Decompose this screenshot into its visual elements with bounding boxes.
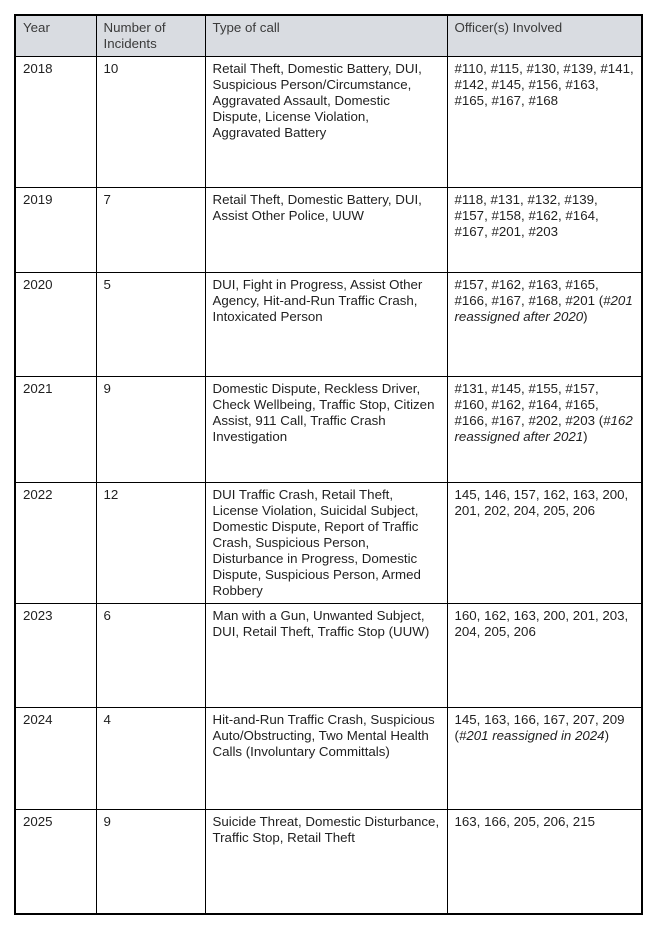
year-cell: 2025	[15, 810, 96, 914]
table-row-2018	[15, 57, 642, 188]
call-types-cell: Retail Theft, Domestic Battery, DUI, Suspicious Person/Circumstance, Aggravated Assault, Domestic Dispute, License Violation, Aggravated Battery	[205, 57, 447, 188]
incidents-cell: 9	[96, 810, 205, 914]
officers-cell	[447, 810, 642, 914]
call-types-cell: Domestic Dispute, Reckless Driver, Check Wellbeing, Traffic Stop, Citizen Assist, 911 Call, Traffic Crash Investigation	[205, 377, 447, 483]
officers-list: 160, 162, 163, 200, 201, 203, 204, 205, 206	[454, 608, 629, 639]
officers-cell	[447, 57, 642, 188]
year-cell: 2020	[15, 273, 96, 377]
call-types-cell: Hit-and-Run Traffic Crash, Suspicious Auto/Obstructing, Two Mental Health Calls (Involuntary Committals)	[205, 708, 447, 810]
officers-list: 145, 163, 166, 167, 207, 209	[454, 712, 625, 727]
officer-note-text: #162 reassigned after 2021	[454, 413, 633, 444]
officers-cell	[447, 273, 642, 377]
table-row-2020	[15, 273, 642, 377]
table-row-2021	[15, 377, 642, 483]
officer-note: (#162 reassigned after 2021)	[454, 413, 633, 444]
officers-list: 163, 166, 205, 206, 215	[454, 814, 595, 829]
year-cell: 2019	[15, 188, 96, 273]
col-header-year: Year	[15, 15, 96, 57]
col-header-call-type: Type of call	[205, 15, 447, 57]
officers-cell	[447, 377, 642, 483]
table-row-2019	[15, 188, 642, 273]
incidents-cell: 6	[96, 604, 205, 708]
officer-note: (#201 reassigned after 2020)	[454, 293, 633, 324]
call-types-cell: Man with a Gun, Unwanted Subject, DUI, Retail Theft, Traffic Stop (UUW)	[205, 604, 447, 708]
year-cell: 2021	[15, 377, 96, 483]
officer-note: (#201 reassigned in 2024)	[454, 728, 610, 743]
incidents-cell: 10	[96, 57, 205, 188]
document-page	[0, 14, 655, 931]
table-row-2024	[15, 708, 642, 810]
officers-list: #131, #145, #155, #157, #160, #162, #164, #165, #166, #167, #202, #203	[454, 381, 599, 428]
header-row	[15, 15, 642, 57]
officers-list: #157, #162, #163, #165, #166, #167, #168, #201	[454, 277, 599, 308]
table-row-2025	[15, 810, 642, 914]
incidents-cell: 12	[96, 483, 205, 604]
call-types-cell: DUI, Fight in Progress, Assist Other Agency, Hit-and-Run Traffic Crash, Intoxicated Person	[205, 273, 447, 377]
incidents-cell: 7	[96, 188, 205, 273]
incidents-cell: 9	[96, 377, 205, 483]
call-types-cell: Suicide Threat, Domestic Disturbance, Traffic Stop, Retail Theft	[205, 810, 447, 914]
officer-note-text: #201 reassigned after 2020	[454, 293, 633, 324]
call-types-cell: Retail Theft, Domestic Battery, DUI, Assist Other Police, UUW	[205, 188, 447, 273]
col-header-incidents: Number of Incidents	[96, 15, 205, 57]
incidents-table	[14, 14, 643, 915]
table-row-2023	[15, 604, 642, 708]
officers-cell	[447, 708, 642, 810]
year-cell: 2023	[15, 604, 96, 708]
officers-cell	[447, 483, 642, 604]
officers-list: #118, #131, #132, #139, #157, #158, #162, #164, #167, #201, #203	[454, 192, 599, 239]
year-cell: 2018	[15, 57, 96, 188]
officer-note-text: #201 reassigned in 2024	[458, 728, 605, 743]
officers-list: 145, 146, 157, 162, 163, 200, 201, 202, 204, 205, 206	[454, 487, 629, 518]
call-types-cell: DUI Traffic Crash, Retail Theft, License Violation, Suicidal Subject, Domestic Dispute, Report of Traffic Crash, Suspicious Person, Disturbance in Progress, Domestic Dispute, Suspicious Person, Armed Robbery	[205, 483, 447, 604]
officers-cell	[447, 188, 642, 273]
incidents-cell: 5	[96, 273, 205, 377]
table-row-2022	[15, 483, 642, 604]
officers-cell	[447, 604, 642, 708]
year-cell: 2022	[15, 483, 96, 604]
officers-list: #110, #115, #130, #139, #141, #142, #145, #156, #163, #165, #167, #168	[454, 61, 634, 108]
incidents-cell: 4	[96, 708, 205, 810]
col-header-officers: Officer(s) Involved	[447, 15, 642, 57]
year-cell: 2024	[15, 708, 96, 810]
